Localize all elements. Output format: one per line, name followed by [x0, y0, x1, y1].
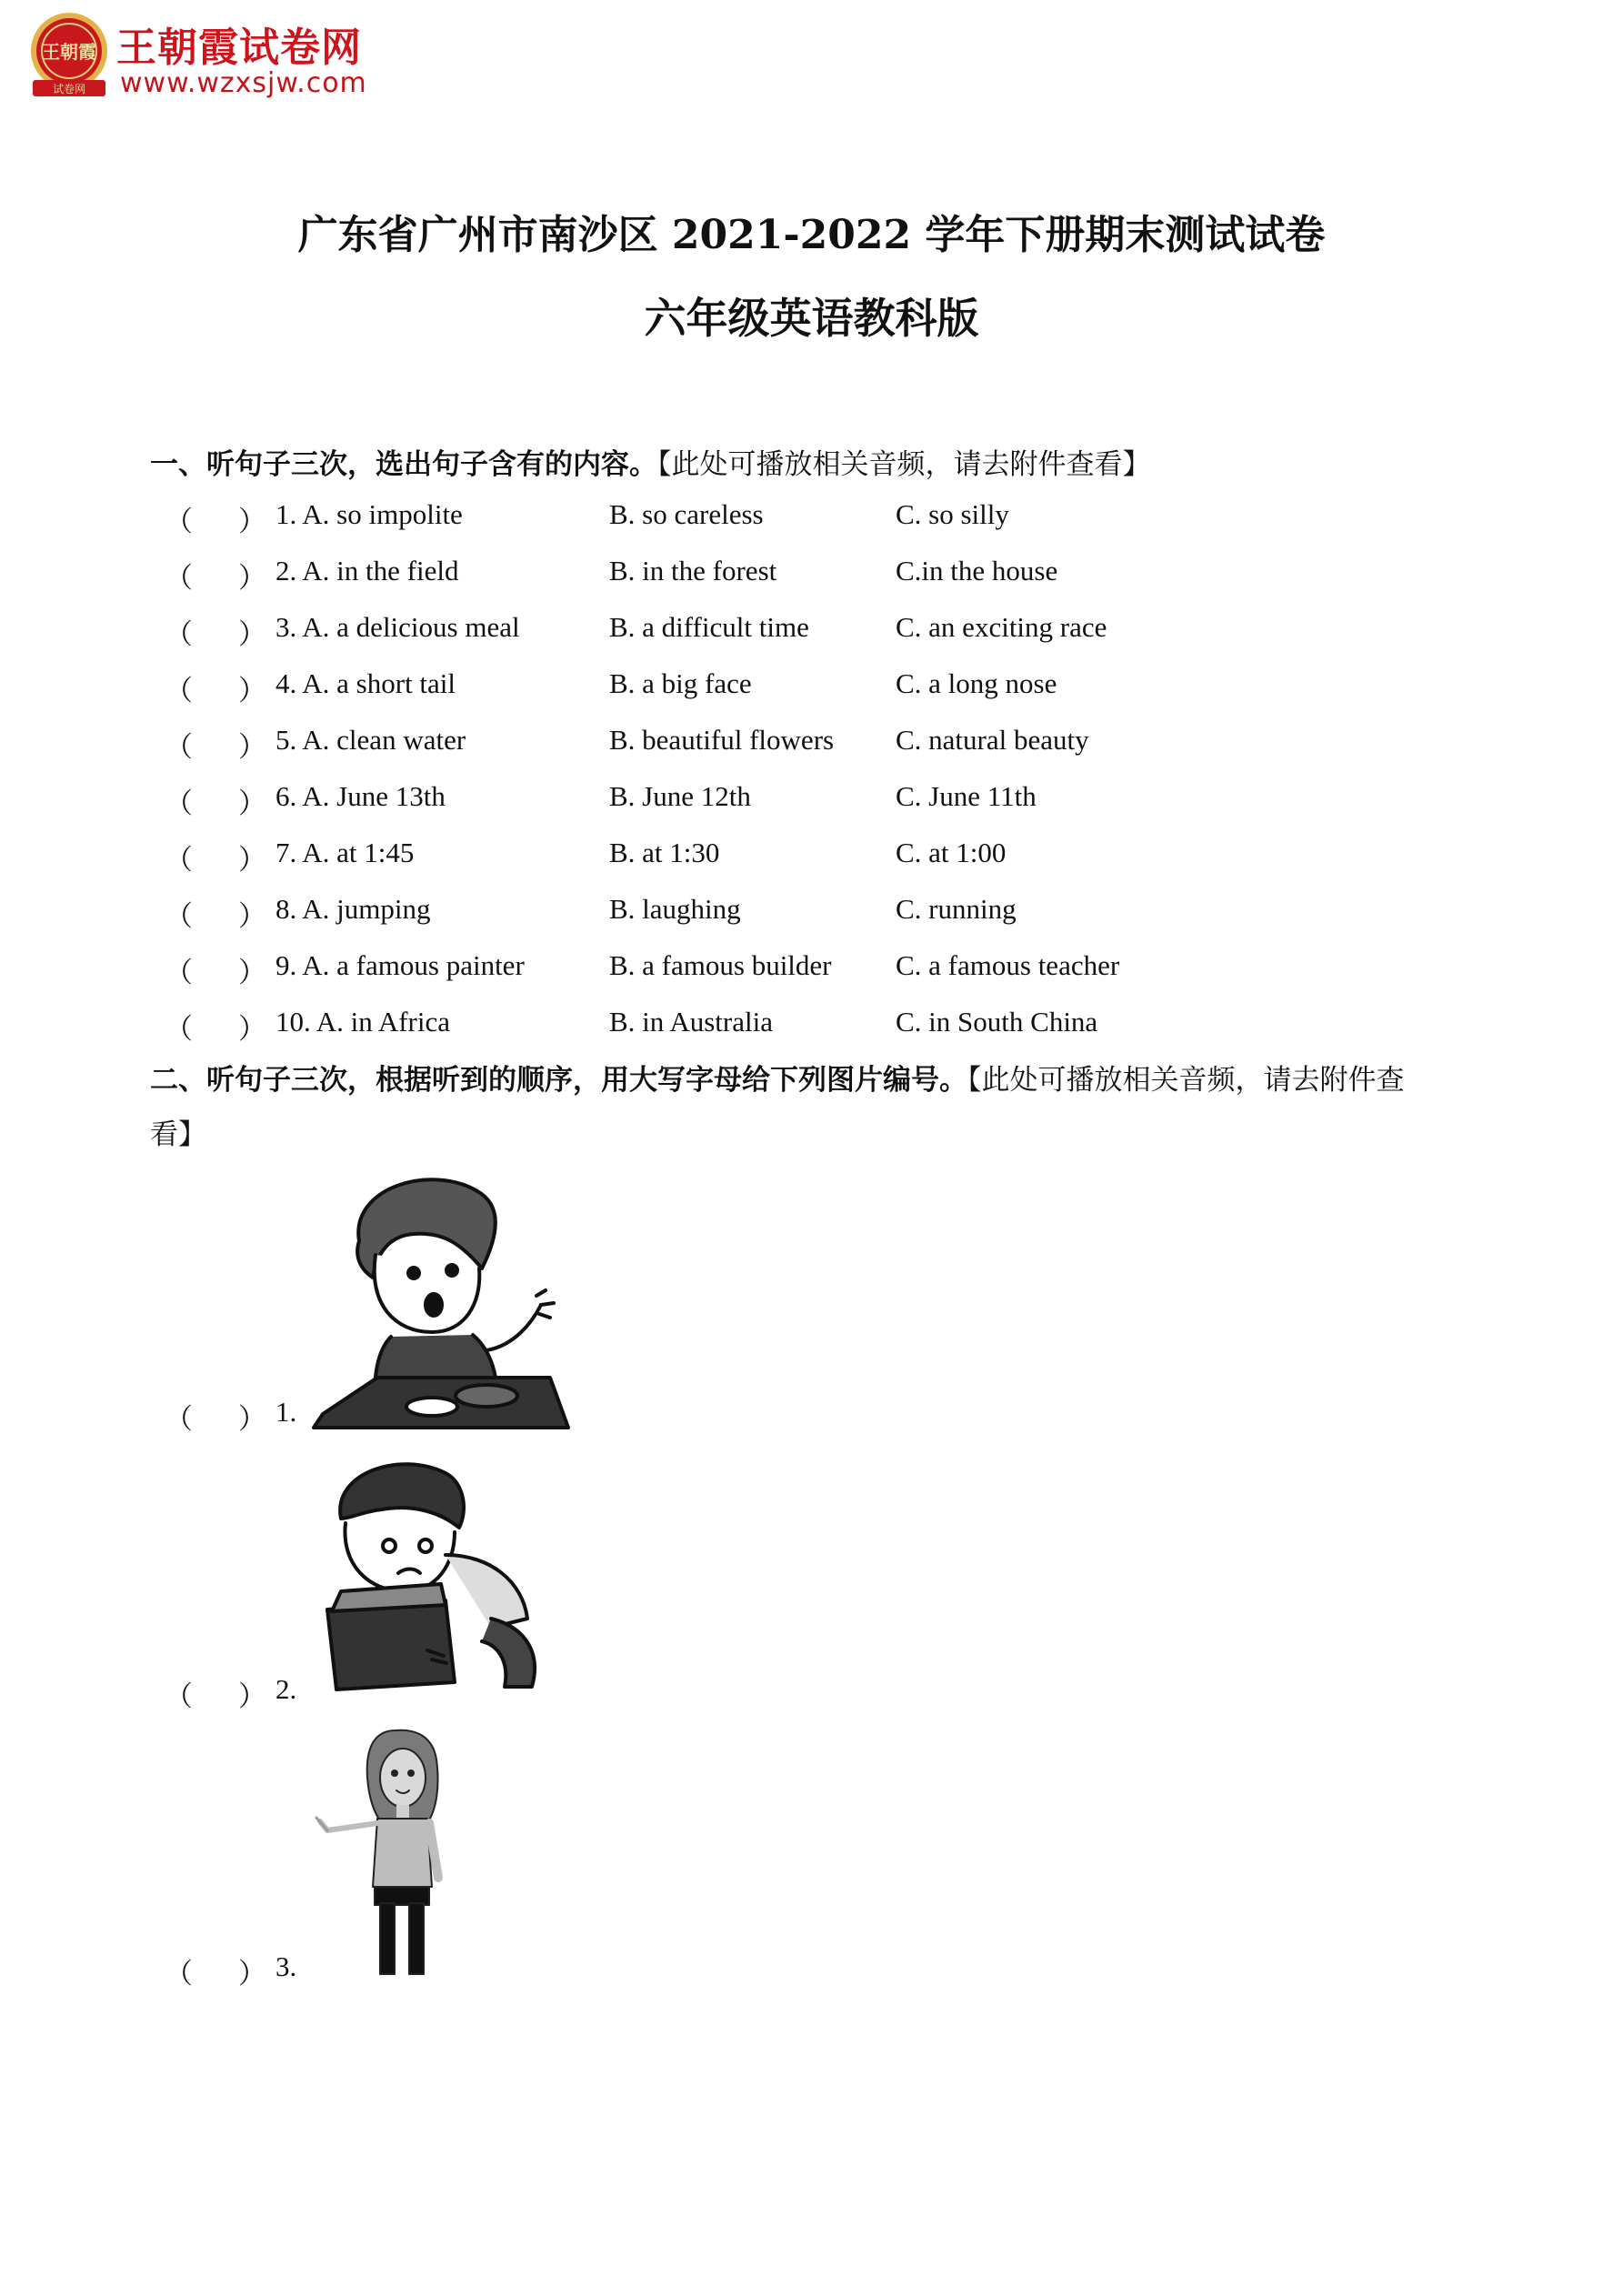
option-c: C. June 11th [896, 780, 1037, 812]
exam-subtitle: 六年级英语教科版 [644, 294, 979, 343]
question-row [0, 724, 1623, 769]
answer-paren-open: （ [165, 900, 193, 932]
answer-paren-open: （ [165, 1403, 193, 1435]
answer-paren-open: （ [165, 1680, 193, 1712]
answer-paren-open: （ [165, 1013, 193, 1045]
answer-paren-close: ） [238, 787, 266, 819]
answer-paren-close: ） [238, 731, 266, 763]
answer-paren-close: ） [238, 562, 266, 594]
option-c: C. a long nose [896, 667, 1057, 699]
option-c: C. natural beauty [896, 724, 1089, 756]
answer-paren-close: ） [238, 1013, 266, 1045]
answer-paren-close: ） [238, 1958, 266, 1990]
answer-paren-open: （ [165, 731, 193, 763]
option-b: B. at 1:30 [609, 837, 720, 868]
answer-paren-close: ） [238, 1680, 266, 1712]
question-row [0, 1006, 1623, 1051]
answer-paren-open: （ [165, 618, 193, 650]
option-c: C. at 1:00 [896, 837, 1007, 868]
option-b: B. June 12th [609, 780, 751, 812]
answer-paren-open: （ [165, 506, 193, 537]
answer-paren-open: （ [165, 562, 193, 594]
answer-paren-close: ） [238, 844, 266, 876]
picture-item [0, 1455, 1623, 1719]
question-row [0, 949, 1623, 995]
option-a: 7. A. at 1:45 [276, 837, 415, 868]
section-1-heading [150, 437, 1459, 492]
answer-paren-close: ） [238, 957, 266, 988]
girl-cooking-illustration [305, 1168, 577, 1432]
option-c: C. so silly [896, 498, 1009, 530]
option-c: C. a famous teacher [896, 949, 1120, 981]
option-c: C.in the house [896, 555, 1058, 587]
question-row [0, 498, 1623, 544]
option-b: B. so careless [609, 498, 764, 530]
question-row [0, 555, 1623, 600]
option-a: 8. A. jumping [276, 893, 431, 925]
exam-title: 广东省广州市南沙区 2021-2022 学年下册期末测试试卷 [297, 212, 1326, 258]
option-b: B. in the forest [609, 555, 777, 587]
picture-number: 1. [276, 1396, 297, 1428]
option-b: B. beautiful flowers [609, 724, 835, 756]
site-logo [25, 9, 407, 100]
option-a: 9. A. a famous painter [276, 949, 525, 981]
option-b: B. a famous builder [609, 949, 832, 981]
picture-item [0, 1168, 1623, 1441]
answer-paren-close: ） [238, 1403, 266, 1435]
picture-item [0, 1723, 1623, 1996]
answer-paren-open: （ [165, 1958, 193, 1990]
option-c: C. running [896, 893, 1017, 925]
brand-name: 王朝霞试卷网 [116, 25, 362, 71]
brand-url: www.wzxsjw.com [120, 67, 367, 99]
answer-paren-open: （ [165, 675, 193, 707]
option-a: 10. A. in Africa [276, 1006, 450, 1038]
emblem-icon [25, 9, 113, 100]
option-b: B. a big face [609, 667, 752, 699]
answer-paren-open: （ [165, 844, 193, 876]
question-row [0, 780, 1623, 826]
question-row [0, 837, 1623, 882]
section-2-heading [150, 1053, 1459, 1162]
section-1-note: 【此处可播放相关音频，请去附件查看】 [657, 448, 1151, 481]
svg-text:试卷网: 试卷网 [52, 83, 86, 95]
question-row [0, 611, 1623, 657]
option-c: C. an exciting race [896, 611, 1107, 643]
answer-paren-close: ） [238, 900, 266, 932]
option-a: 3. A. a delicious meal [276, 611, 520, 643]
option-a: 1. A. so impolite [276, 498, 463, 530]
option-b: B. in Australia [609, 1006, 773, 1038]
picture-number: 2. [276, 1673, 297, 1705]
answer-paren-close: ） [238, 506, 266, 537]
option-a: 6. A. June 13th [276, 780, 446, 812]
answer-paren-close: ） [238, 618, 266, 650]
option-b: B. a difficult time [609, 611, 809, 643]
option-a: 5. A. clean water [276, 724, 466, 756]
boy-lifting-box-illustration [318, 1455, 564, 1696]
option-c: C. in South China [896, 1006, 1098, 1038]
section-2-note-continued: 看】 [150, 1118, 206, 1151]
picture-number: 3. [276, 1950, 297, 1982]
answer-paren-open: （ [165, 787, 193, 819]
answer-paren-open: （ [165, 957, 193, 988]
question-row [0, 667, 1623, 713]
option-a: 2. A. in the field [276, 555, 459, 587]
option-a: 4. A. a short tail [276, 667, 456, 699]
option-b: B. laughing [609, 893, 741, 925]
section-1-title: 一、听句子三次，选出句子含有的内容。 [150, 448, 657, 481]
section-2-title: 二、听句子三次，根据听到的顺序，用大写字母给下列图片编号。 [150, 1064, 967, 1097]
question-row [0, 893, 1623, 938]
answer-paren-close: ） [238, 675, 266, 707]
woman-waving-illustration [309, 1723, 491, 1978]
section-2-note: 【此处可播放相关音频，请去附件查 [967, 1064, 1405, 1097]
svg-text:王朝霞: 王朝霞 [42, 41, 96, 63]
